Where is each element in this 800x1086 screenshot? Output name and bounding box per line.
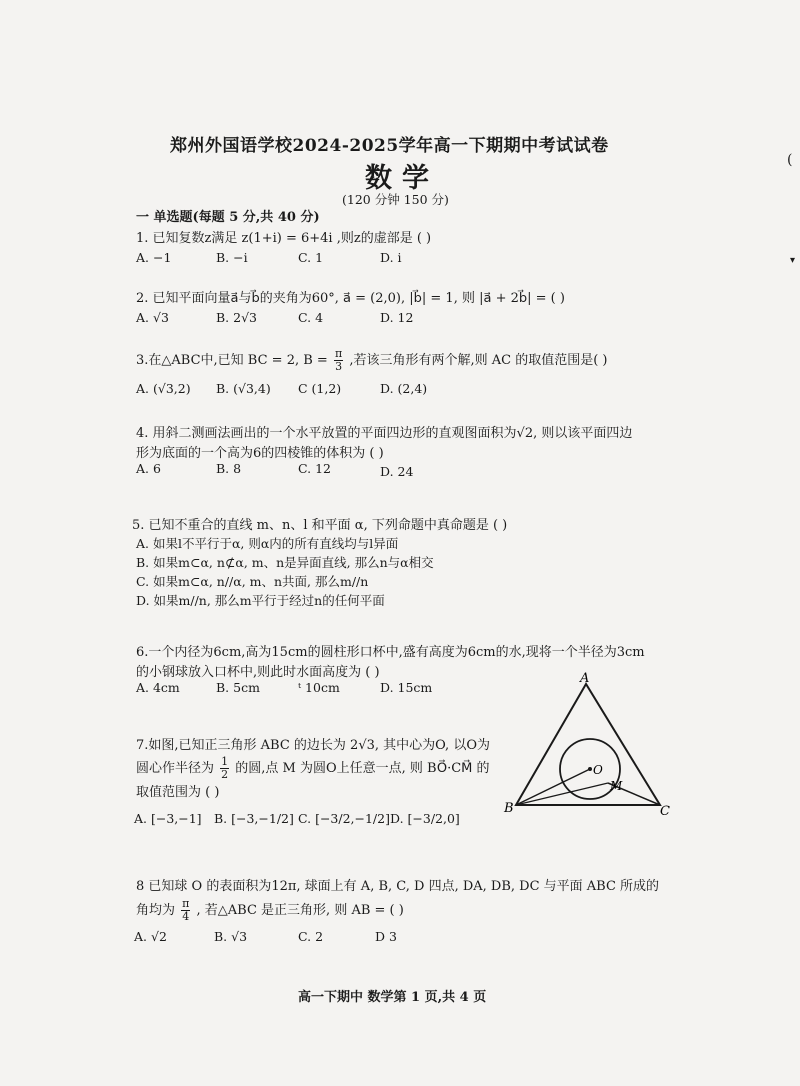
q3-stem-part2: ,若该三角形有两个解,则 AC 的取值范围是( ): [349, 353, 608, 368]
q1-stem: 1. 已知复数z满足 z(1+i) = 6+4i ,则z的虚部是 ( ): [136, 231, 432, 246]
q8-option-b: B. √3: [214, 929, 248, 944]
q3-stem-part1: 3.在△ABC中,已知 BC = 2, B =: [136, 353, 328, 368]
q8-stem-line2-part2: , 若△ABC 是正三角形, 则 AB = ( ): [196, 903, 404, 918]
margin-paren-mark: (: [787, 152, 793, 168]
q2-option-d: D. 12: [380, 310, 414, 325]
q2-option-b: B. 2√3: [216, 310, 258, 325]
q8-stem-line1: 8 已知球 O 的表面积为12π, 球面上有 A, B, C, D 四点, DA, DB, DC 与平面 ABC 所成的: [136, 879, 660, 894]
q5-option-b: B. 如果m⊂α, n⊄α, m、n是异面直线, 那么n与α相交: [136, 555, 434, 570]
q1-option-a: A. −1: [136, 250, 172, 265]
q3-option-a: A. (√3,2): [136, 381, 191, 396]
time-score: (120 分钟 150 分): [342, 192, 449, 207]
label-c: C: [660, 804, 670, 819]
q4-option-c: C. 12: [298, 461, 331, 476]
q7-option-c: C. [−3/2,−1/2]: [298, 811, 390, 826]
subject-title: 数学: [365, 163, 439, 194]
q3-frac-den: 3: [335, 360, 343, 373]
label-m: M: [610, 779, 623, 793]
q4-option-b: B. 8: [216, 461, 242, 476]
q5-stem: 5. 已知不重合的直线 m、n、l 和平面 α, 下列命题中真命题是 ( ): [132, 518, 508, 533]
center-point-o: [588, 767, 592, 771]
q8-option-d: D 3: [375, 929, 397, 944]
q7-option-d: D. [−3/2,0]: [390, 811, 460, 826]
q3-stem: [136, 348, 607, 373]
q6-option-b: B. 5cm: [216, 680, 260, 695]
q8-frac-num: π: [182, 897, 190, 910]
label-a: A: [580, 671, 590, 686]
q5-option-c: C. 如果m⊂α, n//α, m、n共面, 那么m//n: [136, 574, 369, 589]
q6-option-a: A. 4cm: [136, 680, 180, 695]
q3-option-b: B. (√3,4): [216, 381, 271, 396]
q3-fraction: [334, 348, 343, 373]
q4-option-d: D. 24: [380, 464, 414, 479]
section-label: 一 单选题(每题 5 分,共 40 分): [136, 210, 320, 225]
q8-option-a: A. √2: [134, 929, 167, 944]
triangle-abc: [516, 684, 660, 805]
q7-option-a: A. [−3,−1]: [134, 811, 202, 826]
q7-stem-line2-part2: 的圆,点 M 为圆O上任意一点, 则 BO⃗·CM⃗ 的: [235, 761, 490, 776]
q6-stem-line2: 的小钢球放入口杯中,则此时水面高度为 ( ): [136, 665, 380, 680]
q6-stem-line1: 6.一个内径为6cm,高为15cm的圆柱形口杯中,盛有高度为6cm的水,现将一个半径为3cm: [136, 645, 645, 660]
q7-stem-line2: [136, 756, 490, 781]
q2-stem: 2. 已知平面向量a⃗与b⃗的夹角为60°, a⃗ = (2,0), |b⃗| = 1, 则 |a⃗ + 2b⃗| = ( ): [136, 291, 565, 306]
q4-stem-line2: 形为底面的一个高为6的四棱锥的体积为 ( ): [136, 446, 384, 461]
label-o: O: [593, 763, 603, 777]
exam-title: 郑州外国语学校2024-2025学年高一下期期中考试试卷: [170, 136, 609, 156]
q3-frac-num: π: [334, 347, 343, 360]
q1-option-b: B. −i: [216, 250, 248, 265]
q7-stem-line3: 取值范围为 ( ): [136, 785, 220, 800]
q6-option-d: D. 15cm: [380, 680, 433, 695]
q7-stem-line2-part1: 圆心作半径为: [136, 761, 215, 776]
segment-bm: [516, 783, 608, 805]
q8-stem-line2: [136, 898, 404, 923]
q8-option-c: C. 2: [298, 929, 324, 944]
q8-stem-line2-part1: 角均为: [136, 903, 176, 918]
label-b: B: [504, 801, 514, 816]
q7-stem-line1: 7.如图,已知正三角形 ABC 的边长为 2√3, 其中心为O, 以O为: [136, 738, 490, 753]
q5-option-a: A. 如果l不平行于α, 则α内的所有直线均与l异面: [136, 536, 399, 551]
q4-option-a: A. 6: [136, 461, 161, 476]
q1-option-d: D. i: [380, 250, 402, 265]
q3-option-c: C (1,2): [298, 381, 342, 396]
q2-option-c: C. 4: [298, 310, 324, 325]
q1-option-c: C. 1: [298, 250, 324, 265]
q8-frac-den: 4: [182, 910, 190, 923]
q5-option-d: D. 如果m//n, 那么m平行于经过n的任何平面: [136, 593, 385, 608]
q7-frac-den: 2: [221, 768, 229, 781]
q8-fraction: [181, 898, 190, 923]
q6-option-c: ᵗ 10cm: [298, 680, 340, 695]
q2-option-a: A. √3: [136, 310, 169, 325]
q7-frac-num: 1: [221, 755, 229, 768]
triangle-figure: [500, 670, 680, 820]
page-footer: 高一下期中 数学第 1 页,共 4 页: [298, 990, 487, 1005]
q3-option-d: D. (2,4): [380, 381, 428, 396]
q7-fraction: [220, 756, 229, 781]
margin-tick-mark: ▾: [790, 255, 796, 266]
q4-stem-line1: 4. 用斜二测画法画出的一个水平放置的平面四边形的直观图面积为√2, 则以该平面四边: [136, 426, 633, 441]
q7-option-b: B. [−3,−1/2]: [214, 811, 294, 826]
